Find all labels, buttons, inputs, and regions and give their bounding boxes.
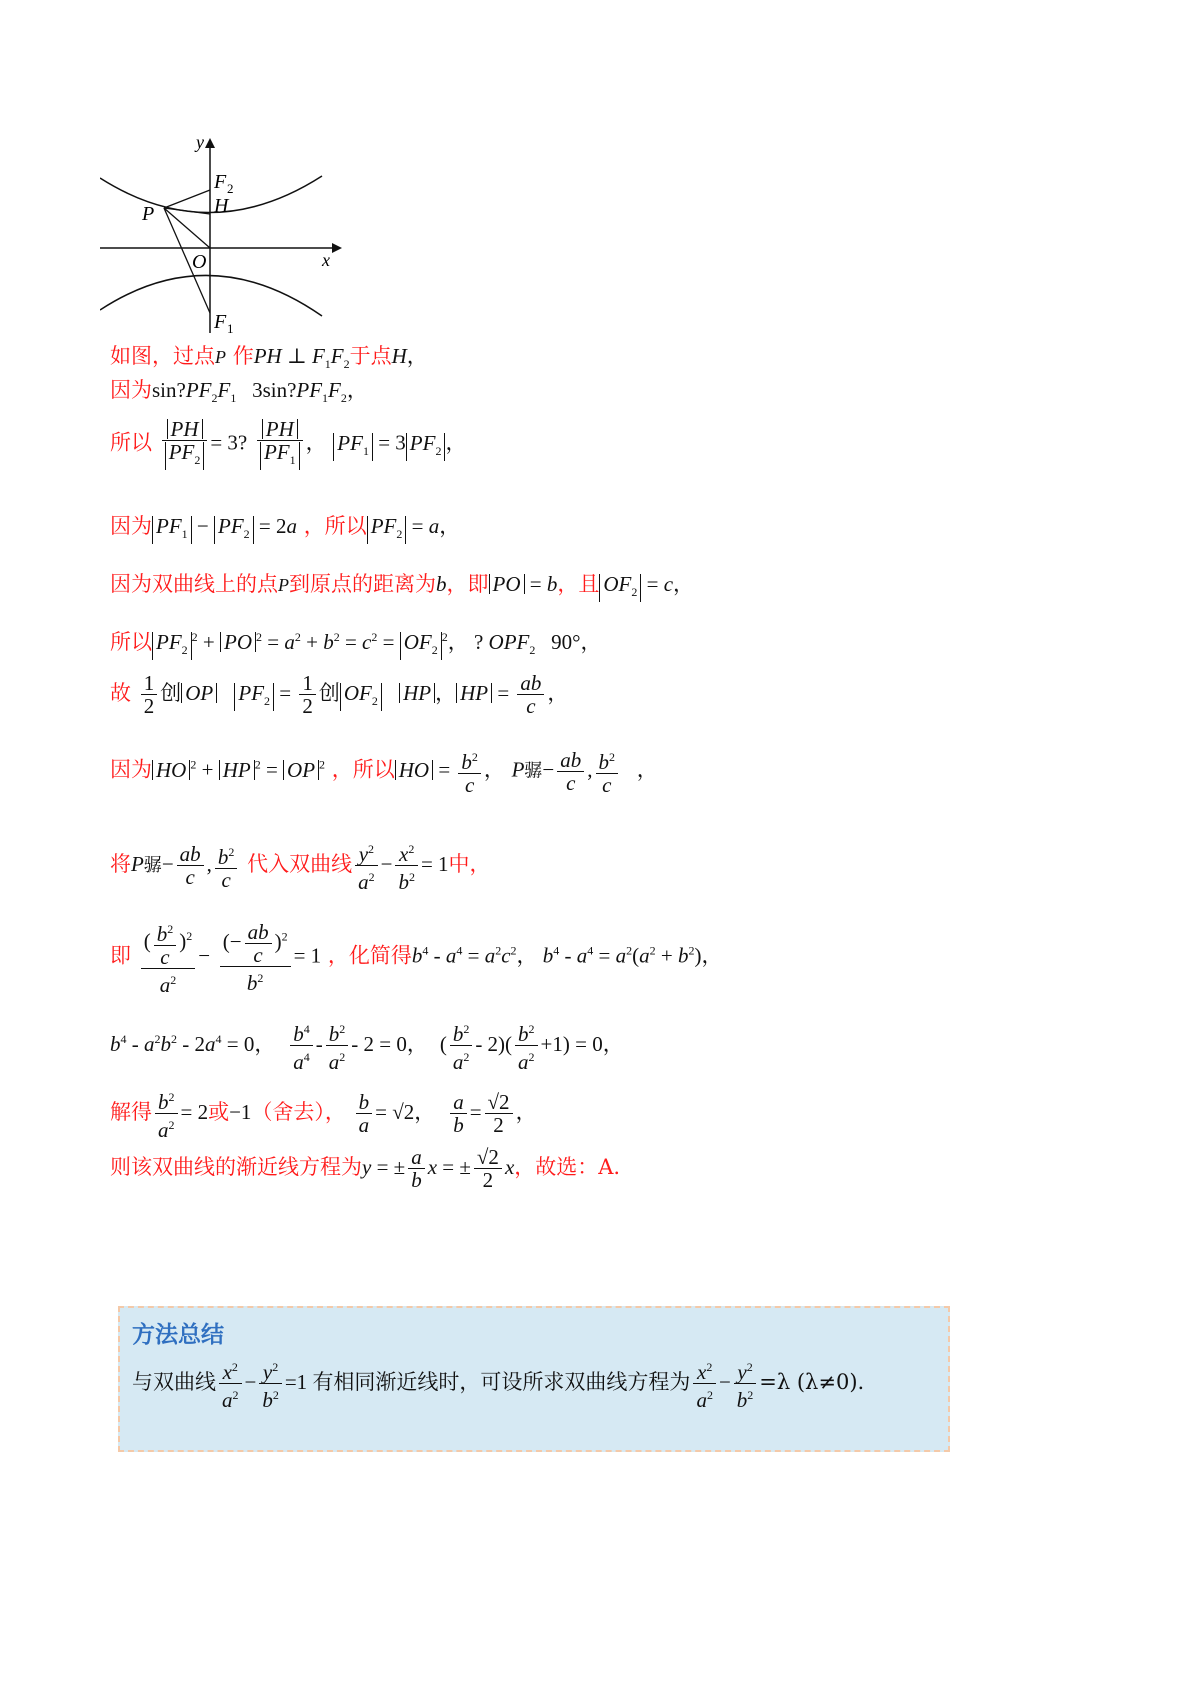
solution-line-11: $b^4 - a^2b^2 - 2a^4 = 0$， $\frac{b^4}{a^4}$ - $\frac{b^2}{a^2}$ - 2 = 0， ( $\frac{b^2}{a^2}$ - 2)( $\frac{b^2}{a^2}$ +1) = 0，: [110, 1018, 624, 1073]
summary-text: 与双曲线 $\frac{x^2}{a^2}$ − $\frac{y^2}{b^2}$ =1 有相同渐近线时，可设所求双曲线方程为 $\frac{x^2}{a^2}$ − $\frac{y^2}{b^2}$ =λ (λ≠0).: [132, 1356, 864, 1411]
label-f2-sub: 2: [227, 181, 234, 196]
solution-line-6: 所以 $PF_2^2$ + PO $^2 = a^2 + b^2 = c^2 = OF_2^2$， ? $OPF_2$ 90°，: [110, 626, 602, 660]
upper-branch: [100, 176, 322, 213]
solution-line-7: 故 $\frac{1}{2}$ 创 OP $PF_2$ = $\frac{1}{2}$ 创 $OF_2$ HP ， HP = $\frac{ab}{c}$ ，: [110, 671, 569, 718]
solution-line-12: 解得 $\frac{b^2}{a^2}$ = 2或−1（舍去）， $\frac{b}{a}$ = √2， $\frac{a}{b}$ = $\frac{√2}{2}$ ，: [110, 1086, 537, 1141]
lower-branch: [100, 275, 322, 316]
label-y: y: [196, 138, 204, 152]
summary-title: 方法总结: [132, 1322, 224, 1348]
x-axis-arrow: [332, 243, 342, 253]
label-f2: F: [214, 171, 227, 193]
method-summary-box: [118, 1306, 950, 1452]
solution-line-4: 因为 $PF_1 - PF_2 = 2a$ ，所以 $PF_2 = a$，: [110, 510, 460, 544]
hyperbola-figure: [100, 138, 350, 353]
label-o: O: [192, 251, 207, 273]
y-axis-arrow: [205, 138, 215, 148]
solution-line-5: 因为双曲线上的点P到原点的距离为b，即 PO = b，且 $OF_2 = c$，: [110, 568, 694, 602]
label-f1: F: [214, 311, 227, 333]
label-f1-sub: 1: [227, 321, 234, 336]
solution-line-8: 因为 HO $^2$ + HP $^2$ = OP $^2$ ，所以 HO = $\frac{b^2}{c}$ ， P骣− $\frac{ab}{c}$ , $\frac{b^2}{c}$ ，: [110, 747, 658, 797]
solution-line-2: 因为$\sin?PF_2F_1$ $3\sin?PF_1F_2$，: [110, 378, 368, 406]
label-h: H: [214, 195, 229, 217]
solution-line-9: 将P骣− $\frac{ab}{c}$ , $\frac{b^2}{c}$ 代入双曲线 $\frac{y^2}{a^2}$ − $\frac{x^2}{b^2}$ = 1中，: [110, 838, 491, 893]
solution-line-3: 所以 $\frac{PH}{PF_2}$ = 3? $\frac{PH}{PF_1}$ ， $PF_1 = 3$ $PF_2$ ，: [110, 418, 466, 470]
solution-line-13: 则该双曲线的渐近线方程为y = ± $\frac{a}{b}$ x = ± $\frac{√2}{2}$ x，故选：A.: [110, 1145, 621, 1192]
label-x: x: [322, 250, 330, 270]
solution-line-1: 如图，过点P 作PH ⊥ $F_1F_2$于点H，: [110, 344, 428, 372]
label-p: P: [142, 203, 155, 225]
solution-line-10: 即 ( $\frac{b^2}{c}$ )$^2$ $a^2$ − (− $\frac{ab}{c}$ )$^2$ $b^2$ = 1 ，化简得$b^4 - a^4 = a^2c^2$， $b^4 - a^4 = a^2(a^2 + b^2)$，: [110, 919, 723, 997]
